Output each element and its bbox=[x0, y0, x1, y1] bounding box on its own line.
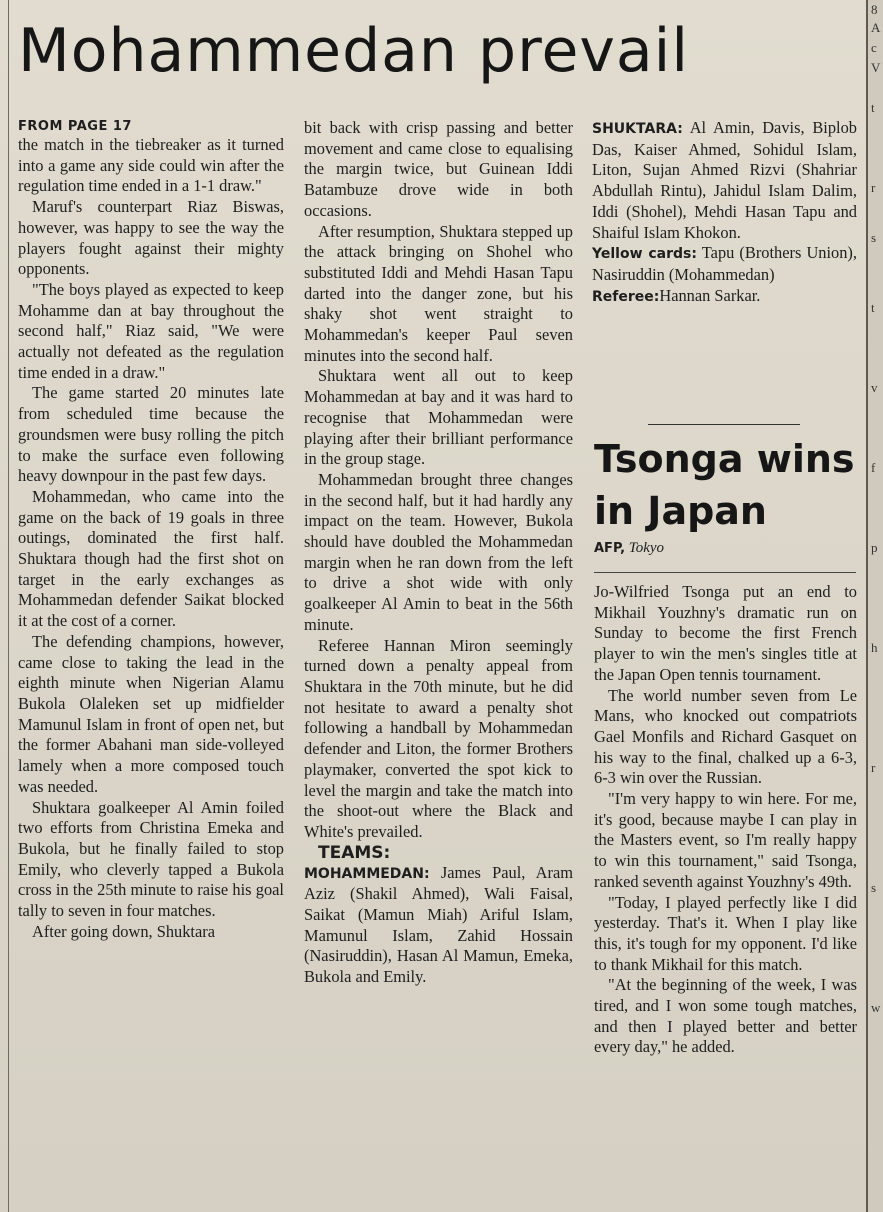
yellow-cards-line bbox=[592, 243, 857, 285]
edge-letter: w bbox=[871, 1000, 881, 1015]
paragraph: bit back with crisp passing and better movement and came close to equalising the margin twice, but Guinean Iddi Batambuze drove wide in both occasions. bbox=[304, 118, 573, 220]
paragraph: Mohammedan, who came into the game on the back of 19 goals in three outings, dominated the first half. Shuktara though had the first shot on target in the early exchanges as Mohammedan defender Saikat blocked it at the cost of a corner. bbox=[18, 486, 284, 631]
tsonga-article bbox=[594, 582, 857, 1058]
player-list: James Paul, Aram Aziz (Shakil Ahmed), Wali Faisal, Saikat (Mamun Miah) Ariful Islam, Mamunul Islam, Zahid Hossain (Nasiruddin), Hasan Al Mamun, Emeka, Bukola and Emily. bbox=[304, 862, 573, 987]
paragraph: "At the beginning of the week, I was tired, and I won some tough matches, and then I played better and better every day," he added. bbox=[594, 975, 857, 1057]
paragraph: The world number seven from Le Mans, who knocked out compatriots Gael Monfils and Richard Gasquet on his way to the final, chalked up a 6-3, 6-3 win over the Russian. bbox=[594, 685, 857, 788]
edge-letter: t bbox=[871, 100, 875, 115]
player-list: Al Amin, Davis, Biplob Das, Kaiser Ahmed, Sohidul Islam, Liton, Sujan Ahmed Rizvi (Shahriar Abdullah Rintu), Jahidul Islam Dalim, Iddi (Shohel), Mehdi Hasan Tapu and Shaiful Islam Khokon. bbox=[592, 118, 857, 242]
paragraph: The defending champions, however, came close to taking the lead in the eighth minute when Nigerian Alamu Bukola Olaleken set up midfielder Mamunul Islam in front of open net, but the former Abahani man side-volleyed lamely when a more composed touch was needed. bbox=[18, 631, 284, 796]
edge-letter: h bbox=[871, 640, 878, 655]
edge-letter: V bbox=[871, 60, 881, 75]
edge-letter: 8 bbox=[871, 2, 878, 17]
byline-city: Tokyo bbox=[628, 540, 665, 556]
edge-letter: s bbox=[871, 880, 877, 895]
edge-letter: r bbox=[871, 760, 876, 775]
article-column-2 bbox=[304, 118, 573, 988]
yellow-cards-label: Yellow cards: bbox=[592, 246, 697, 263]
paragraph: "The boys played as expected to keep Mohamme dan at bay throughout the second half," Riaz said, "We were actually not defeated as the regulation time ended in a draw." bbox=[18, 279, 284, 382]
paragraph: Jo-Wilfried Tsonga put an end to Mikhail Youzhny's dramatic run on Sunday to become the first French player to win the men's singles title at the Japan Open tennis tournament. bbox=[594, 582, 857, 684]
edge-letter: t bbox=[871, 300, 875, 315]
secondary-headline: Tsonga wins in Japan bbox=[594, 437, 855, 533]
article-column-3 bbox=[592, 118, 857, 307]
paragraph: Shuktara went all out to keep Mohammedan at bay and it was hard to recognise that Mohammedan were playing after their brilliant performance in the group stage. bbox=[304, 366, 573, 469]
continued-from-label: FROM PAGE 17 bbox=[18, 119, 132, 134]
article-column-1 bbox=[18, 118, 284, 942]
story-divider bbox=[648, 424, 800, 425]
paragraph: "Today, I played perfectly like I did yesterday. That's it. When I play like this, it's tough for my opponent. I'd like to thank Mikhail for this match. bbox=[594, 892, 857, 974]
paragraph: After going down, Shuktara bbox=[32, 921, 215, 941]
edge-letter: p bbox=[871, 540, 878, 555]
edge-letter: c bbox=[871, 40, 877, 55]
edge-letter: v bbox=[871, 380, 878, 395]
shuktara-lineup bbox=[592, 118, 857, 243]
paragraph: Shuktara goalkeeper Al Amin foiled two efforts from Christina Emeka and Bukola, but he finally failed to stop Emily, who cleverly tapped a Bukola cross in the 25th minute to raise his goal tally to seven in four matches. bbox=[18, 797, 284, 921]
yellow-cards-text: Tapu (Brothers Union), Nasiruddin (Mohammedan) bbox=[592, 243, 857, 284]
byline-agency: AFP, bbox=[594, 541, 626, 556]
referee-text: Hannan Sarkar. bbox=[659, 285, 761, 305]
teams-heading: TEAMS: bbox=[318, 842, 391, 863]
edge-letter: r bbox=[871, 180, 876, 195]
paragraph: Referee Hannan Miron seemingly turned down a penalty appeal from Shuktara in the 70th minute, but he did not hesitate to award a penalty shot following a handball by Mohammedan defender and Liton, the former Brothers playmaker, converted the spot kick to level the margin and take the match into the shoot-out where the Black and White's prevailed. bbox=[304, 635, 573, 841]
left-column-rule bbox=[8, 0, 9, 1212]
paragraph: Maruf's counterpart Riaz Biswas, however, was happy to see the way the players fought against their mighty opponents. bbox=[18, 197, 284, 279]
paragraph: "I'm very happy to win here. For me, it's good, because maybe I can play in the Masters event, so I'm really happy to win this tournament," said Tsonga, ranked seventh against Youzhny's 49th. bbox=[594, 789, 857, 891]
paragraph: Mohammedan brought three changes in the second half, but it had hardly any impact on the team. However, Bukola should have doubled the Mohammedan margin when he ran down from the left to drive a shot wide with only goalkeeper Al Amin to beat in the 56th minute. bbox=[304, 469, 573, 634]
byline bbox=[594, 540, 664, 557]
mohammedan-lineup bbox=[304, 863, 573, 988]
referee-label: Referee: bbox=[592, 288, 660, 305]
team-label: SHUKTARA: bbox=[592, 121, 683, 137]
paragraph: The game started 20 minutes late from scheduled time because the groundsmen were busy rolling the pitch to make the surface even following heavy downpour in the past few days. bbox=[18, 383, 284, 486]
byline-rule bbox=[594, 572, 856, 573]
paragraph: the match in the tiebreaker as it turned into a game any side could win after the regulation time ended in a 1-1 draw." bbox=[18, 135, 284, 196]
edge-letter: f bbox=[871, 460, 876, 475]
edge-letter: A bbox=[871, 20, 881, 35]
referee-line bbox=[592, 286, 857, 308]
main-headline: Mohammedan prevail bbox=[18, 16, 689, 86]
edge-letter: s bbox=[871, 230, 877, 245]
team-label: MOHAMMEDAN: bbox=[304, 865, 430, 882]
paragraph: After resumption, Shuktara stepped up the attack bringing on Shohel who substituted Iddi and Mehdi Hasan Tapu darted into the danger zone, but his shaky shot went straight to Mohammedan's keeper Paul seven minutes into the second half. bbox=[304, 221, 573, 365]
adjacent-page-edge bbox=[868, 0, 883, 1212]
